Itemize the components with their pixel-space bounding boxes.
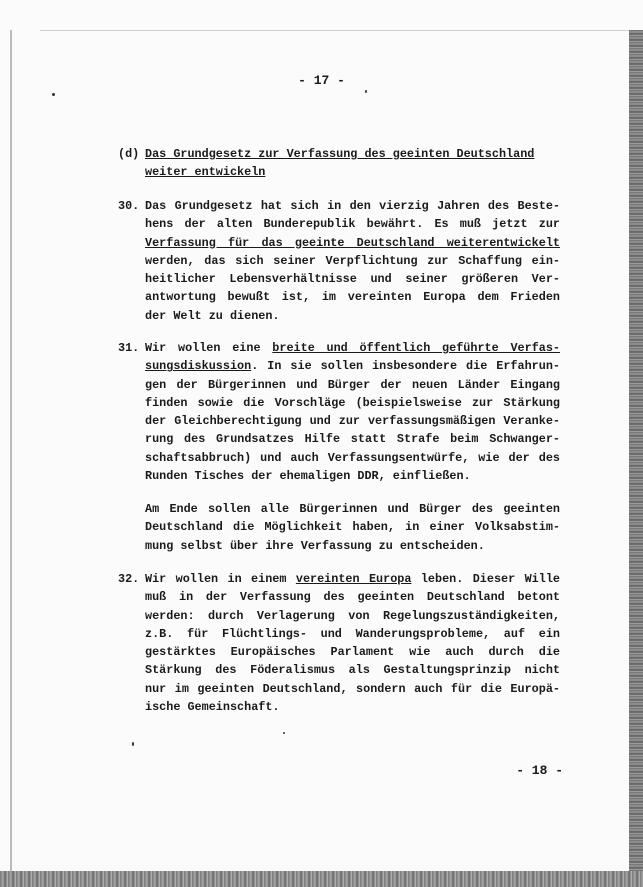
text-line: z.B. für Flüchtlings- und Wanderungsprobleme, auf ein <box>145 626 560 641</box>
paragraph-31-continued <box>118 500 560 555</box>
scan-speck <box>283 732 285 734</box>
text-line: finden sowie die Vorschläge (beispielsweise zur Stärkung <box>145 395 560 410</box>
paragraph-30 <box>118 197 560 325</box>
text-line <box>145 234 560 252</box>
text-line: Wir wollen eine breite und öffentlich geführte Verfas- <box>145 341 560 355</box>
text-line: hens der alten Bunderepublik bewährt. Es muß jetzt zur <box>145 217 560 232</box>
underlined-phrase: Verfassung für das geeinte Deutschland weiterentwickelt <box>145 235 560 250</box>
text-line: sungsdiskussion. In sie sollen insbesondere die Erfahrun- <box>145 359 560 374</box>
text-line: gen der Bürgerinnen und Bürger der neuen Länder Eingang <box>145 377 560 392</box>
text-line: der Gleichberechtigung und zur verfassungsmäßigen Veranke- <box>145 414 560 429</box>
text-line: werden, das sich seiner Verpflichtung zur Schaffung ein- <box>145 253 560 268</box>
text-line: schaftsabbruch) und auch Verfassungsentwürfe, wie der des <box>145 450 560 465</box>
page-number-bottom: - 18 - <box>516 763 563 778</box>
text-line: rung des Grundsatzes Hilfe statt Strafe beim Schwanger- <box>145 432 560 447</box>
paragraph-number: 30. <box>118 199 140 213</box>
page-number-top: - 17 - <box>298 73 345 88</box>
text-line: Das Grundgesetz hat sich in den vierzig Jahren des Beste- <box>145 199 560 213</box>
text-line: heitlicher Lebensverhältnisse und seiner größeren Ver- <box>145 272 560 287</box>
paragraph-31 <box>118 339 560 485</box>
text-line: antwortung bewußt ist, im vereinten Europa dem Frieden <box>145 290 560 305</box>
text-line: muß in der Verfassung des geeinten Deutschland betont <box>145 590 560 605</box>
scan-edge-left <box>10 30 12 887</box>
scan-speck <box>52 93 55 96</box>
text-line: der Welt zu dienen. <box>145 308 280 323</box>
text-line: mung selbst über ihre Verfassung zu entscheiden. <box>145 538 485 553</box>
heading-marker: (d) <box>118 147 140 161</box>
text-line: Am Ende sollen alle Bürgerinnen und Bürger des geeinten <box>145 502 560 516</box>
scan-speck <box>132 742 134 746</box>
scan-edge-right <box>629 30 643 887</box>
scan-edge-top <box>40 30 630 31</box>
section-heading <box>118 145 563 181</box>
underlined-phrase: sungsdiskussion <box>145 359 252 374</box>
heading-line-1: Das Grundgesetz zur Verfassung des geeinten Deutschland <box>145 147 535 161</box>
text-line: gestärktes Europäisches Parlament wie auch durch die <box>145 645 560 660</box>
text-line: Runden Tisches der ehemaligen DDR, einfließen. <box>145 469 471 484</box>
paragraph-number: 32. <box>118 572 140 586</box>
text-line: nur im geeinten Deutschland, sondern auch für die Europä- <box>145 681 560 696</box>
paragraph-number: 31. <box>118 341 140 355</box>
paragraph-32 <box>118 570 560 716</box>
text-line: Wir wollen in einem vereinten Europa leben. Dieser Wille <box>145 572 560 586</box>
scan-speck <box>365 90 367 93</box>
underlined-phrase: breite und öffentlich geführte Verfas- <box>272 341 560 355</box>
underlined-phrase: vereinten Europa <box>295 572 412 586</box>
heading-line-2: weiter entwickeln <box>145 165 266 179</box>
text-line: Deutschland die Möglichkeit haben, in einer Volksabstim- <box>145 520 560 535</box>
text-line: werden: durch Verlagerung von Regelungszuständigkeiten, <box>145 608 560 623</box>
text-line: ische Gemeinschaft. <box>145 700 280 715</box>
text-line: Stärkung des Föderalismus als Gestaltungsprinzip nicht <box>145 663 560 678</box>
scan-edge-bottom <box>0 871 643 887</box>
